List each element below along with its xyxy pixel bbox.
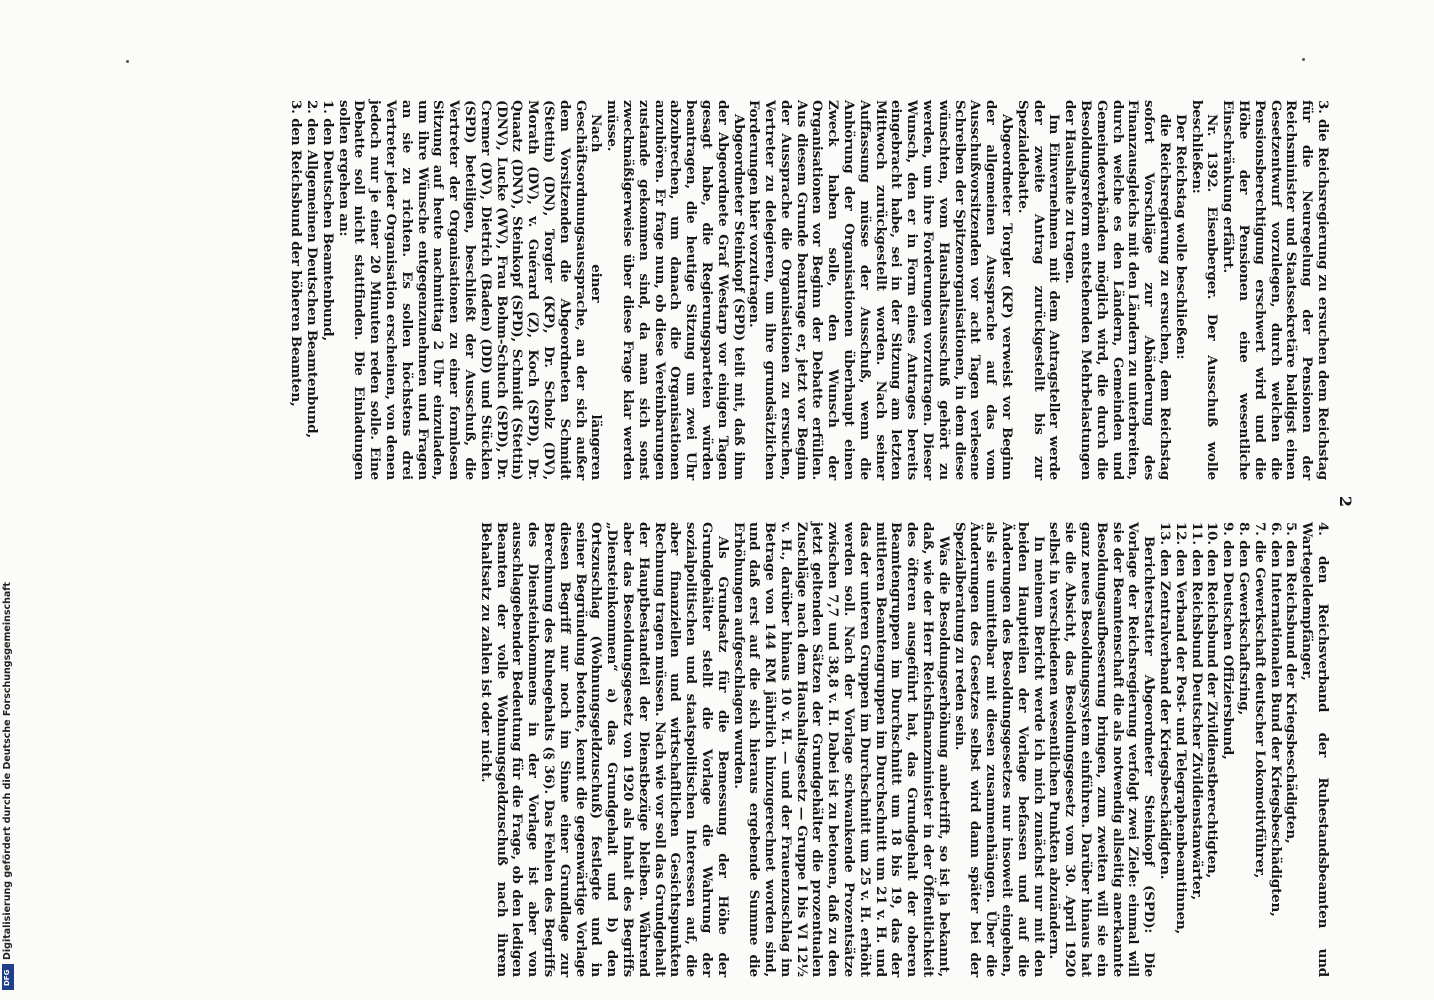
list-item: 9. den Deutschen Offiziersbund, (1220, 522, 1237, 760)
paragraph-geschaeftsordnung: Nach einer längeren Geschäftsordnungsaussprache, an der sich außer dem Vorsitzenden die Abgeordneten Schmidt (Stettin) (DN), Torgler (KP), Dr. Scholz (DV), Morath (DV), v. Guérard (Z), Koch (SPD), Dr. Quaatz (DNV), Steinkopf (SPD), Schmidt (Stettin) (DNV), Lucke (WV), Frau Bohm-Schuch (SPD), Dr. Cremer (DV), Dietrich (Baden) (DD) und Stücklen (SPD) beteiligen, beschließt der Ausschuß, die Vertreter der Organisationen zu einer formlosen Sitzung auf heute nachmittag 2 Uhr einzuladen, um ihre Wünsche entgegenzunehmen und Fragen an sie zu richten. Es sollen höchstens drei Vertreter jeder Organisation erscheinen, von denen jedoch nur je einer 20 Minuten reden solle. Eine Debatte soll nicht stattfinden. Die Einladungen sollen ergehen an: (335, 100, 605, 480)
motion-sub: Der Reichstag wolle beschließen: (1172, 114, 1189, 360)
list-item: 12. den Verband der Post- und Telegraphenbeamtinnen, (1172, 522, 1189, 935)
paragraph-grundsatz: Als Grundsatz für die Bemessung der Höhe der Grundgehälter stellt die Vorlage die Wahrung der sozialpolitischen und staatspolitischen Interessen auf, die aber finanziellen und wirtschaftlichen Gesichtspunkten Rechnung tragen müssen. Nach wie vor soll das Grundgehalt der Hauptbestandteil der Dienstbezüge bleiben. Während aber das Besoldungsgesetz von 1920 als Inhalt des Begriffs „Diensteinkommen“ a) das Grundgehalt und b) den Ortszuschlag (Wohnungsgeldzuschuß) festlegte und in seiner Begründung betonte, kennt die gegenwärtige Vorlage diesen Begriff nur noch im Sinne einer Grundlage zur Berechnung des Ruhegehalts (§ 36). Das Fehlen des Begriffs des Diensteinkommens in der Vorlage ist aber von ausschlaggebender Bedeutung für die Frage, ob den ledigen Beamten der volle Wohnungsgeldzuschuß nach ihrem Behaltsatz zu zahlen ist oder nicht. (477, 522, 731, 977)
paragraph-berichterstatter: Berichterstatter Abgeordneter Steinkopf (SPD): Die Vorlage der Reichsregierung verfolgt zwei Ziele: einmal will sie der Beamtenschaft die als notwendig allseitig anerkannte Besoldungsaufbesserung bringen, zum zweiten will sie ein ganz neues Besoldungssystem einführen. Darüber hinaus hat sie die Absicht, das Besoldungsgesetz vom 30. April 1920 selbst in verschiedenen wesentlichen Punkten abzuändern. (1046, 522, 1158, 977)
list-item: 11. den Reichsbund Deutscher Zivildienstanwärter, (1188, 522, 1205, 900)
text-column-upper (287, 100, 1330, 480)
list-item: 1. den Deutschen Beamtenbund, (319, 100, 336, 341)
list-item: 6. den Internationalen Bund der Kriegsbeschädigten, (1267, 522, 1284, 917)
invite-list-lower (1156, 522, 1330, 977)
paragraph-steinkopf: Abgeordneter Steinkopf (SPD) teilt mit, daß ihm der Abgeordnete Graf Westarp vor einigen Tagen gesagt habe, die Regierungsparteien würden beantragen, die heutige Sitzung um zwei Uhr abzubrechen, um danach die Organisationen anzuhören. Er frage nun, ob diese Vereinbarungen zustande gekommen sind, da man sich sonst zweckmäßigerweise über diese Frage klar werden müsse. (604, 100, 747, 480)
paragraph-torgler: Abgeordneter Torgler (KP) verweist vor Beginn der allgemeinen Aussprache auf das vom Ausschußvorsitzenden vor acht Tagen verlesene Schreiben der Spitzenorganisationen, in dem diese wünschten, vom Haushaltsausschuß gehört zu werden, um ihre Forderungen vorzutragen. Dieser Wunsch, den er in Form eines Antrages bereits eingebracht habe, sei in der Sitzung am letzten Mittwoch zurückgestellt worden. Nach seiner Auffassung müsse der Ausschuß, wenn die Anhörung der Organisationen überhaupt einen Zweck haben solle, den Wunsch der Organisationen vor Beginn der Debatte erfüllen. Aus diesem Grunde beantrage er, jetzt vor Beginn der Aussprache die Organisationen zu ersuchen, Vertreter zu delegieren, um ihre grundsätzlichen Forderungen hier vorzutragen. (746, 100, 1016, 480)
paragraph-einvernehmen: Im Einvernehmen mit dem Antragsteller werde der zweite Antrag zurückgestellt bis zur Spezialdebatte. (1014, 100, 1063, 480)
paragraph-bericht: In meinem Bericht werde ich mich zunächst nur mit den beiden Hauptteilen der Vorlage befassen und auf die Änderungen des Besoldungsgesetzes nur insoweit eingehen, als sie unmittelbar mit diesen zusammenhängen. Über die Änderungen des Gesetzes selbst wird dann später bei der Spezialberatung zu reden sein. (951, 522, 1047, 977)
list-item: 7. die Gewerkschaft deutscher Lokomotivführer, (1251, 522, 1268, 879)
text-column-lower (477, 522, 1330, 977)
list-item: 10. den Reichsbund der Zivildienstberechtigten, (1204, 522, 1221, 879)
list-item: 3. den Reichsbund der höheren Beamten, (288, 100, 305, 407)
motion-nr-1392: Nr. 1392. Eisenberger. Der Ausschuß wolle beschließen: (1188, 100, 1221, 480)
list-item: 8. den Gewerkschaftsring, (1236, 522, 1253, 715)
list-item: 5. den Reichsbund der Kriegsbeschädigten, (1283, 522, 1300, 844)
list-item: 13. den Zentralverband der Kriegsbeschädigten. (1157, 522, 1174, 880)
dfg-logo: DFG (2, 964, 14, 990)
paragraph-besoldung: Was die Besoldungserhöhung anbetrifft, so ist ja bekannt, daß, wie der Herr Reichsfinanzminister in der Öffentlichkeit des öfteren ausgeführt hat, das Grundgehalt der oberen Beamtengruppen im Durchschnitt um 18 bis 19, das der mittleren Beamtengruppen im Durchschnitt um 21 v. H. und das der unteren Gruppen im Durchschnitt um 25 v. H. erhöht werden soll. Nach der Vorlage schwankende Prozentsätze zwischen 7,7 und 38,8 v. H. Dabei ist zu betonen, daß zu den jetzt geltenden Sätzen der Grundgehälter die prozentualen Zuschläge nach dem Haushaltsgesetz — Gruppe I bis VI 12½ v. H., darüber hinaus 10 v. H. — und der Frauenzuschlag im Betrage von 144 RM jährlich hinzugerechnet worden sind, und daß erst auf die sich hieraus ergebende Summe die Erhöhungen aufgeschlagen wurden. (730, 522, 952, 977)
list-item: 2. den Allgemeinen Deutschen Beamtenbund, (304, 100, 320, 439)
page-number: 2 (1336, 495, 1356, 508)
scan-speck (126, 60, 129, 63)
invite-list-upper (287, 100, 334, 480)
scan-speck (1302, 58, 1305, 61)
motion-body: die Reichsregierung zu ersuchen, dem Reichstag sofort Vorschläge zur Abänderung des Finanzausgleichs mit den Ländern zu unterbreiten, durch welche es den Ländern, Gemeinden und Gemeindeverbänden möglich wird, die durch die Besoldungsreform entstehenden Mehrbelastungen der Haushalte zu tragen. (1062, 100, 1174, 480)
digitization-credit: Digitalisierung gefördert durch die Deutsche Forschungsgemeinschaft (2, 582, 13, 960)
motion-item-3: 3. die Reichsregierung zu ersuchen dem Reichstag für die Neuregelung der Pensionen der Reichsminister und Staatssekretäre baldigst einen Gesetzentwurf vorzulegen, durch welchen die Pensionsberechtigung erschwert wird und die Höhe der Pensionen eine wesentliche Einschränkung erfährt. (1220, 100, 1331, 480)
list-item: 4. den Reichsverband der Ruhestandsbeamten und Wartegeldempfänger, (1299, 522, 1331, 977)
